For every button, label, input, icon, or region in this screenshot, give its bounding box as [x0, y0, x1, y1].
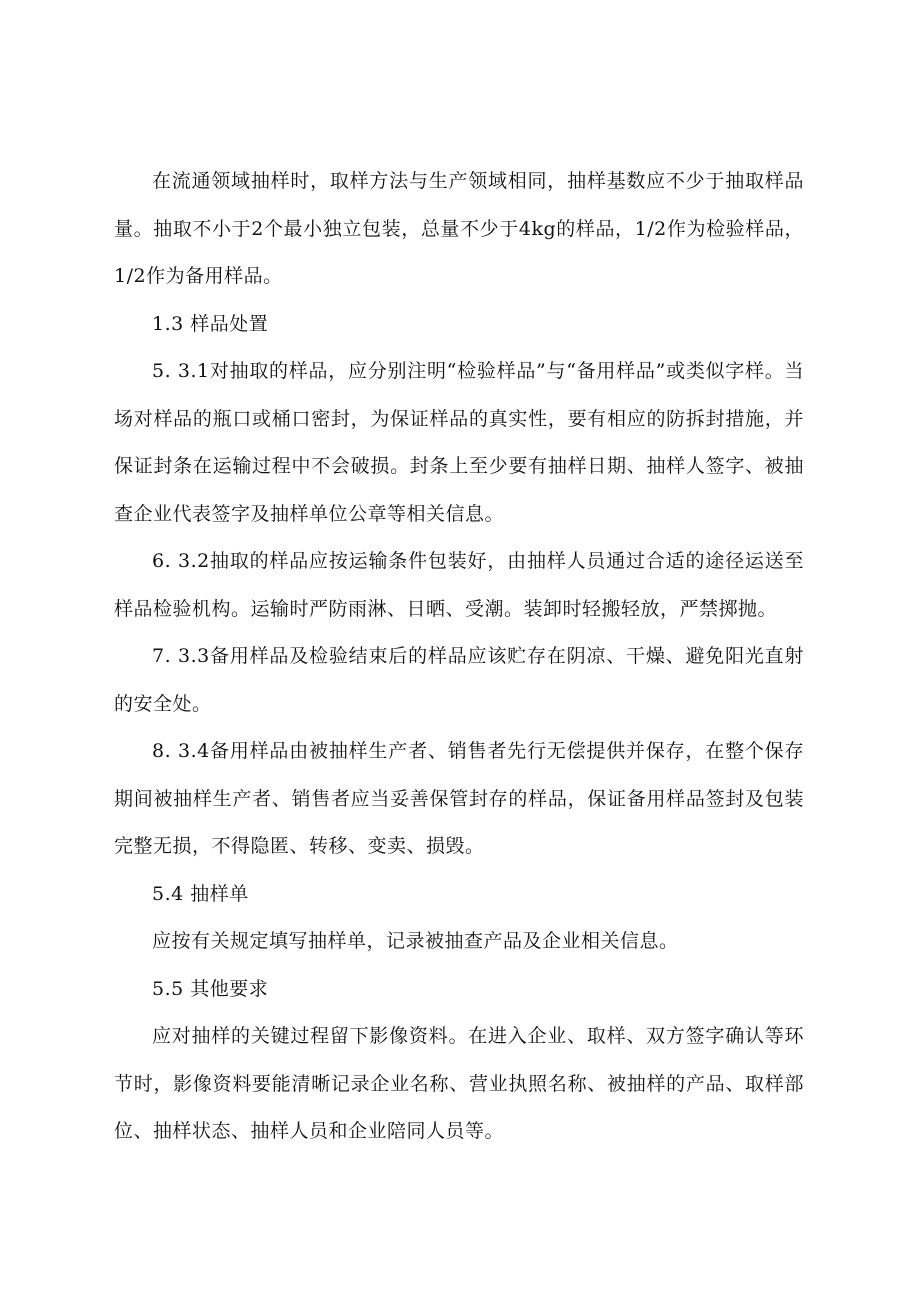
section-heading-other-requirements: 5.5 其他要求 — [152, 977, 269, 1000]
paragraph-circulation-sampling: 在流通领域抽样时，取样方法与生产领域相同，抽样基数应不少于抽取样品量。抽取不小于2个最小独立包装，总量不少于4kg的样品，1/2作为检验样品，1/2作为备用样品。 — [114, 170, 804, 287]
paragraph-sample-labeling: 5. 3.1对抽取的样品，应分别注明“检验样品”与“备用样品”或类似字样。当场对样品的瓶口或桶口密封，为保证样品的真实性，要有相应的防拆封措施，并保证封条在运输过程中不会破损。封条上至少要有抽样日期、抽样人签字、被抽查企业代表签字及抽样单位公章等相关信息。 — [114, 360, 804, 525]
paragraph-backup-sample: 8. 3.4备用样品由被抽样生产者、销售者先行无偿提供并保存，在整个保存期间被抽样生产者、销售者应当妥善保管封存的样品，保证备用样品签封及包装完整无损，不得隐匿、转移、变卖、损毁。 — [114, 740, 804, 857]
document-body — [114, 158, 804, 1156]
paragraph-sample-storage: 7. 3.3备用样品及检验结束后的样品应该贮存在阴凉、干燥、避免阳光直射的安全处。 — [114, 645, 804, 715]
paragraph-sampling-form: 应按有关规定填写抽样单，记录被抽查产品及企业相关信息。 — [152, 930, 679, 952]
paragraph-image-records: 应对抽样的关键过程留下影像资料。在进入企业、取样、双方签字确认等环节时，影像资料要能清晰记录企业名称、营业执照名称、被抽样的产品、取样部位、抽样状态、抽样人员和企业陪同人员等。 — [114, 1025, 804, 1142]
section-heading-sample-handling: 1.3 样品处置 — [152, 312, 269, 335]
paragraph-sample-transport: 6. 3.2抽取的样品应按运输条件包装好，由抽样人员通过合适的途径运送至样品检验机构。运输时严防雨淋、日晒、受潮。装卸时轻搬轻放，严禁掷抛。 — [114, 550, 804, 620]
section-heading-sampling-form: 5.4 抽样单 — [152, 882, 249, 905]
